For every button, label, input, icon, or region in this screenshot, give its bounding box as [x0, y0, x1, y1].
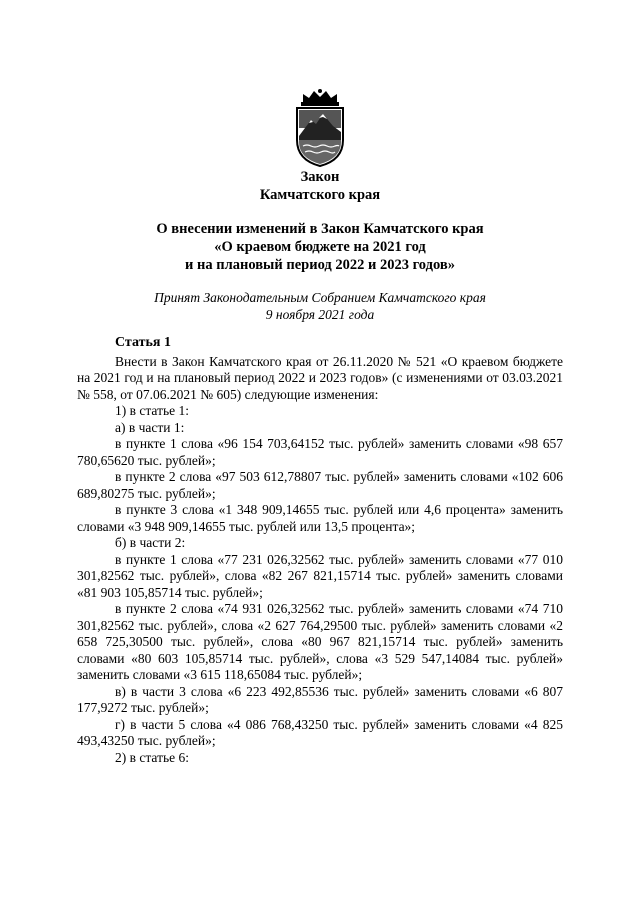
law-subject-line-3: и на плановый период 2022 и 2023 годов» — [185, 257, 455, 273]
article-paragraph: в пункте 2 слова «97 503 612,78807 тыс. рублей» заменить словами «102 606 689,80275 тыс. рублей»; — [77, 469, 563, 501]
article-paragraph: Внести в Закон Камчатского края от 26.11.2020 № 521 «О краевом бюджете на 2021 год и на плановый период 2022 и 2023 годов» (с изменениями от 03.03.2021 № 558, от 07.06.2021 № 605) следующие изменения: — [77, 353, 563, 402]
article-paragraph: б) в части 2: — [115, 535, 186, 550]
article-paragraph: в) в части 3 слова «6 223 492,85536 тыс. рублей» заменить словами «6 807 177,9272 тыс. рублей»; — [77, 683, 563, 715]
law-subject-line-1: О внесении изменений в Закон Камчатского края — [156, 221, 484, 237]
law-title: Закон — [300, 169, 340, 185]
article-paragraph: в пункте 3 слова «1 348 909,14655 тыс. рублей или 4,6 процента» заменить словами «3 948 909,14655 тыс. рублей или 13,5 процента»; — [77, 502, 563, 534]
law-region: Камчатского края — [259, 187, 381, 203]
article-heading: Статья 1 — [115, 335, 171, 350]
article-paragraph: в пункте 1 слова «77 231 026,32562 тыс. рублей» заменить словами «77 010 301,82562 тыс. рублей», слова «82 267 821,15714 тыс. рублей» заменить словами «81 903 105,85714 тыс. рублей»; — [77, 551, 563, 600]
article-paragraph: г) в части 5 слова «4 086 768,43250 тыс. рублей» заменить словами «4 825 493,43250 тыс. рублей»; — [77, 716, 563, 748]
article-body — [77, 335, 563, 766]
adoption-note: Принят Законодательным Собранием Камчатского края — [154, 290, 486, 305]
article-paragraph: в пункте 1 слова «96 154 703,64152 тыс. рублей» заменить словами «98 657 780,65620 тыс. рублей»; — [77, 436, 563, 468]
kamchatka-coat-of-arms-icon — [289, 88, 351, 168]
adoption-date: 9 ноября 2021 года — [265, 307, 375, 322]
article-paragraph: в пункте 2 слова «74 931 026,32562 тыс. рублей» заменить словами «74 710 301,82562 тыс. рублей», слова «2 627 764,29500 тыс. рублей» заменить словами «2 658 725,30500 тыс. рублей», слова «80 967 821,15714 тыс. рублей» заменить словами «80 603 105,85714 тыс. рублей», слова «3 529 547,14084 тыс. рублей» заменить словами «3 615 118,65084 тыс. рублей»; — [77, 601, 563, 682]
article-paragraph: а) в части 1: — [115, 419, 185, 435]
article-paragraph: 2) в статье 6: — [115, 749, 189, 765]
article-paragraph: 1) в статье 1: — [115, 403, 189, 418]
law-subject-line-2: «О краевом бюджете на 2021 год — [214, 239, 426, 255]
